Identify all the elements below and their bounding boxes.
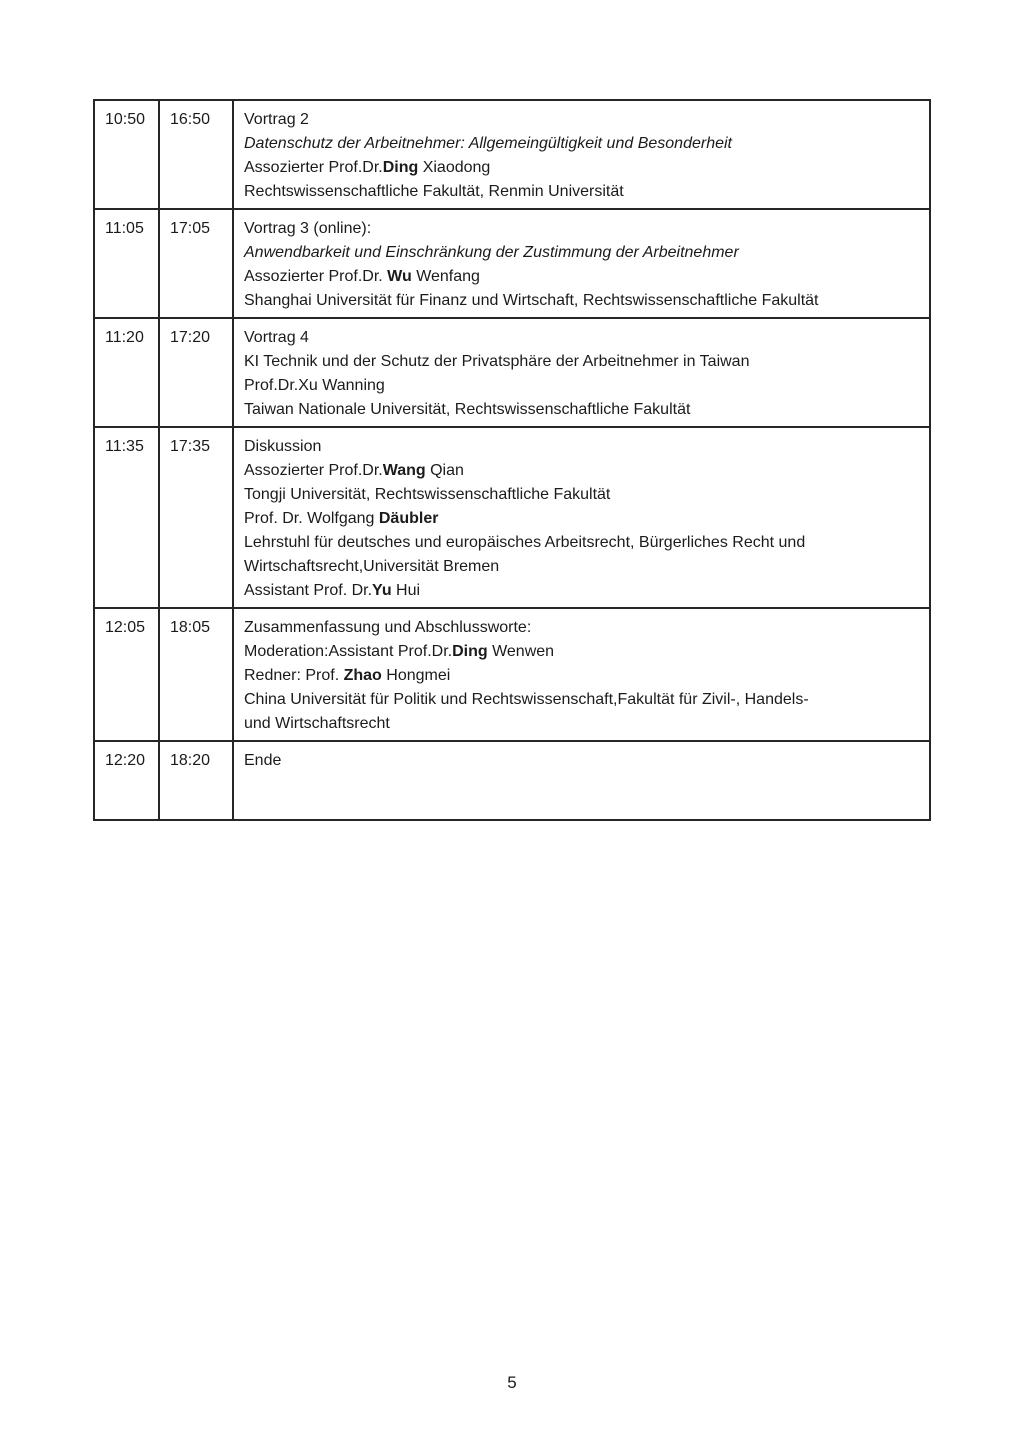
description-cell <box>233 741 930 820</box>
description-line <box>244 350 925 374</box>
table-row <box>94 608 930 741</box>
text-segment: und Wirtschaftsrecht <box>244 715 390 732</box>
description-line <box>244 132 925 156</box>
time-cell-right: 17:05 <box>159 209 233 318</box>
description-line <box>244 374 925 398</box>
description-line <box>244 265 925 289</box>
description-line <box>244 616 925 640</box>
time-cell-right: 17:35 <box>159 427 233 608</box>
time-cell-right: 18:05 <box>159 608 233 741</box>
time-cell-left: 10:50 <box>94 100 159 209</box>
text-segment: Redner: Prof. <box>244 667 344 684</box>
text-segment: Wenfang <box>411 268 480 285</box>
text-segment: Wang <box>382 462 426 479</box>
table-row <box>94 427 930 608</box>
text-segment: China Universität für Politik und Rechtswissenschaft,Fakultät für Zivil-, Handels- <box>244 691 809 708</box>
text-segment: Zhao <box>343 667 382 684</box>
text-segment: Ding <box>382 159 419 176</box>
text-segment: Vortrag 2 <box>244 111 309 128</box>
program-table <box>93 99 931 821</box>
text-segment: Shanghai Universität für Finanz und Wirtschaft, Rechtswissenschaftliche Fakultät <box>244 292 819 309</box>
description-line <box>244 507 925 531</box>
text-segment: KI Technik und der Schutz der Privatsphäre der Arbeitnehmer in Taiwan <box>244 353 750 370</box>
description-line <box>244 241 925 265</box>
text-segment: Xiaodong <box>418 159 491 176</box>
table-row <box>94 741 930 820</box>
text-segment: Assozierter Prof.Dr. <box>244 462 383 479</box>
description-line <box>244 555 925 579</box>
text-segment: Moderation:Assistant Prof.Dr. <box>244 643 453 660</box>
program-table-body <box>94 100 930 820</box>
text-segment: Taiwan Nationale Universität, Rechtswissenschaftliche Fakultät <box>244 401 691 418</box>
page-number: 5 <box>507 1373 517 1392</box>
text-segment: Wu <box>387 268 412 285</box>
text-segment: Lehrstuhl für deutsches und europäisches Arbeitsrecht, Bürgerliches Recht und <box>244 534 806 551</box>
table-row <box>94 318 930 427</box>
text-segment: Diskussion <box>244 438 322 455</box>
description-line <box>244 289 925 313</box>
description-line <box>244 398 925 422</box>
description-line <box>244 688 925 712</box>
description-line <box>244 712 925 736</box>
text-segment: Hongmei <box>381 667 451 684</box>
text-segment: Vortrag 4 <box>244 329 309 346</box>
description-line <box>244 664 925 688</box>
text-segment: Wirtschaftsrecht,Universität Bremen <box>244 558 500 575</box>
time-cell-left: 11:05 <box>94 209 159 318</box>
table-row <box>94 100 930 209</box>
description-line <box>244 326 925 350</box>
text-segment: Assozierter Prof.Dr. <box>244 159 383 176</box>
text-segment: Rechtswissenschaftliche Fakultät, Renmin Universität <box>244 183 624 200</box>
time-cell-left: 11:20 <box>94 318 159 427</box>
time-cell-right: 18:20 <box>159 741 233 820</box>
text-segment: Wenwen <box>487 643 555 660</box>
text-segment: Zusammenfassung und Abschlussworte: <box>244 619 532 636</box>
time-cell-left: 12:05 <box>94 608 159 741</box>
description-line <box>244 108 925 132</box>
description-cell <box>233 427 930 608</box>
description-line <box>244 156 925 180</box>
text-segment: Ende <box>244 752 282 769</box>
text-segment: Ding <box>452 643 488 660</box>
text-segment: Tongji Universität, Rechtswissenschaftliche Fakultät <box>244 486 611 503</box>
description-line <box>244 459 925 483</box>
description-line <box>244 180 925 204</box>
description-line <box>244 579 925 603</box>
description-cell <box>233 318 930 427</box>
description-cell <box>233 209 930 318</box>
time-cell-right: 17:20 <box>159 318 233 427</box>
text-segment: Assistant Prof. Dr. <box>244 582 373 599</box>
time-cell-right: 16:50 <box>159 100 233 209</box>
text-segment: Yu <box>372 582 392 599</box>
text-segment: Prof.Dr.Xu Wanning <box>244 377 385 394</box>
description-line <box>244 640 925 664</box>
text-segment: Vortrag 3 (online): <box>244 220 372 237</box>
text-segment: Prof. Dr. Wolfgang <box>244 510 379 527</box>
table-row <box>94 209 930 318</box>
description-cell <box>233 100 930 209</box>
description-cell <box>233 608 930 741</box>
text-segment: Datenschutz der Arbeitnehmer: Allgemeingültigkeit und Besonderheit <box>244 135 732 152</box>
text-segment: Assozierter Prof.Dr. <box>244 268 388 285</box>
description-line <box>244 749 925 773</box>
description-line <box>244 217 925 241</box>
text-segment: Däubler <box>378 510 439 527</box>
text-segment: Anwendbarkeit und Einschränkung der Zustimmung der Arbeitnehmer <box>244 244 739 261</box>
description-line <box>244 483 925 507</box>
text-segment: Qian <box>425 462 464 479</box>
description-line <box>244 531 925 555</box>
description-line <box>244 435 925 459</box>
time-cell-left: 12:20 <box>94 741 159 820</box>
text-segment: Hui <box>391 582 421 599</box>
time-cell-left: 11:35 <box>94 427 159 608</box>
